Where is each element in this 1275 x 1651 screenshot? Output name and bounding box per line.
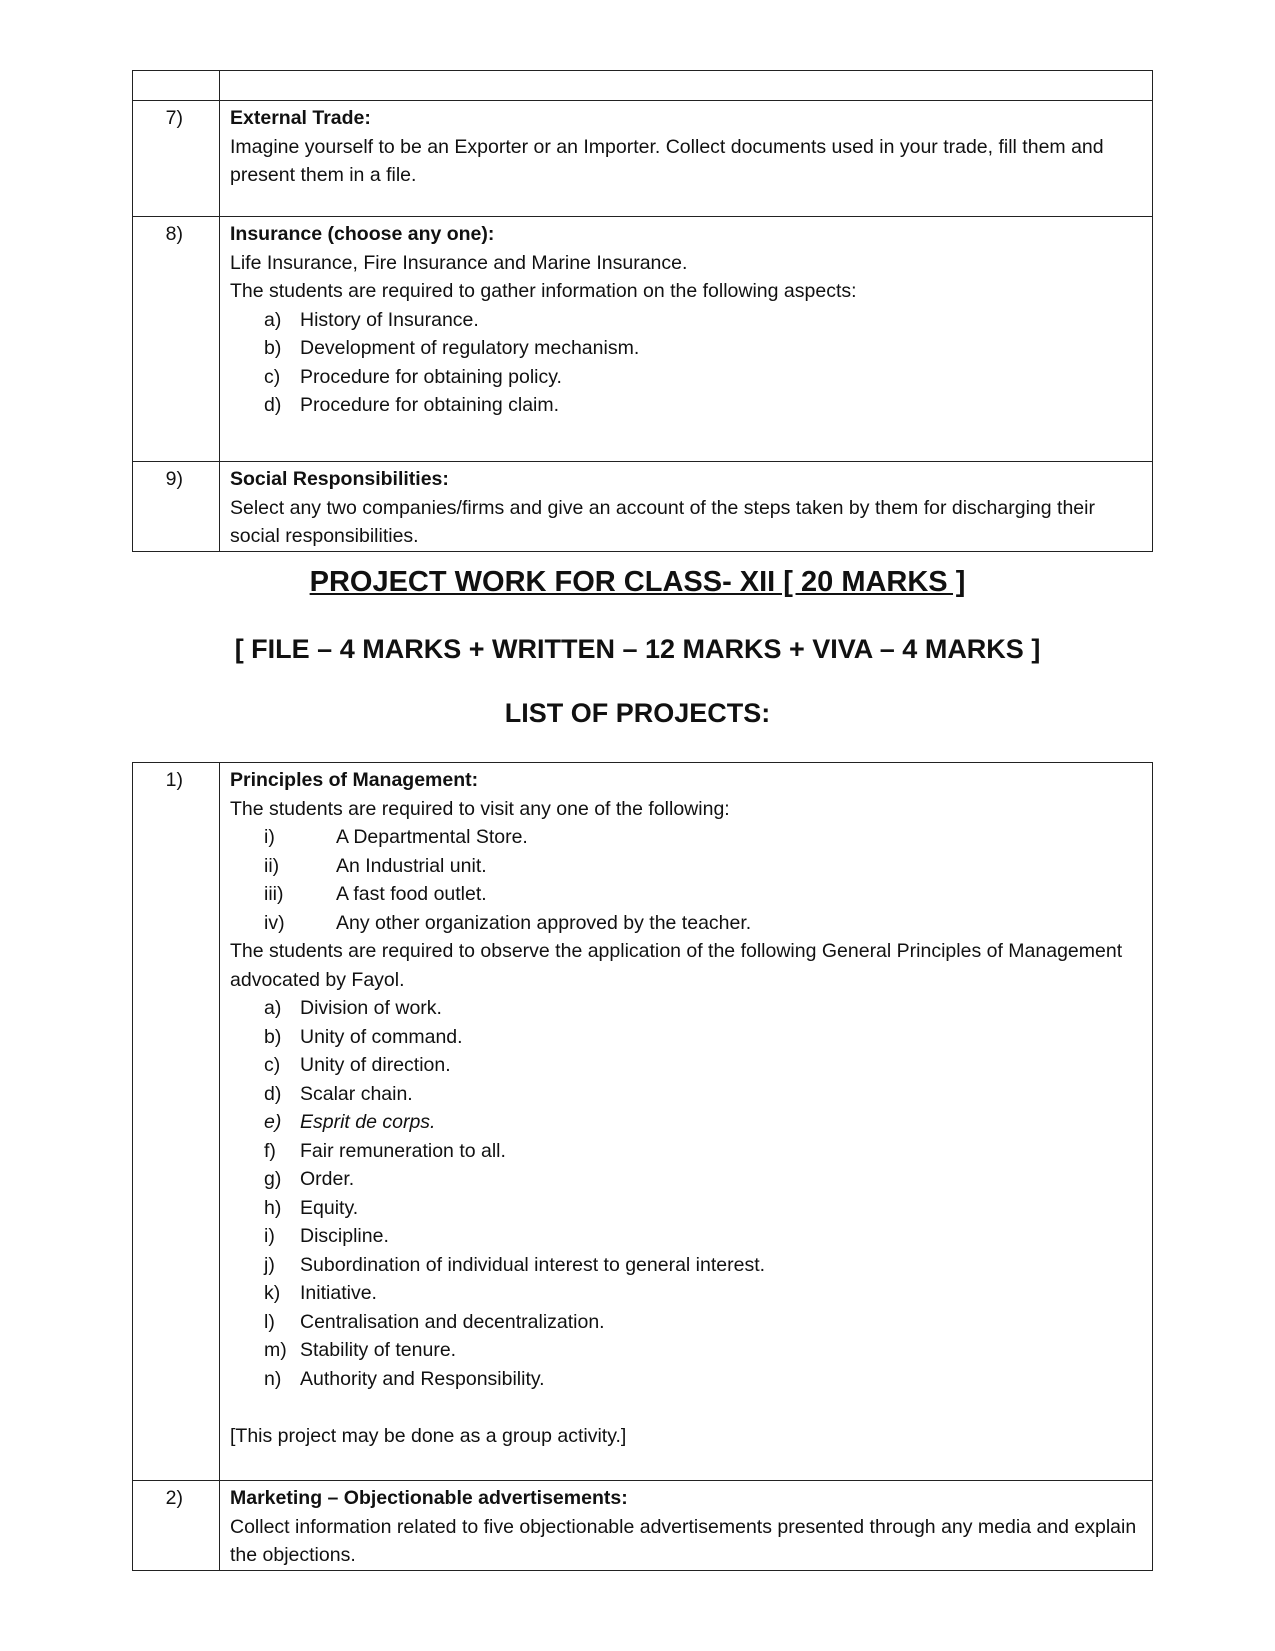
list-item-text: History of Insurance. bbox=[300, 308, 479, 331]
list-item-text: Development of regulatory mechanism. bbox=[300, 337, 640, 359]
list-marker: c) bbox=[264, 365, 281, 388]
table-row bbox=[133, 1481, 1153, 1571]
spacer bbox=[230, 1393, 1142, 1422]
principles-list bbox=[230, 994, 1142, 1393]
table-row bbox=[133, 71, 1153, 101]
list-item bbox=[230, 1222, 1142, 1251]
row-body bbox=[220, 462, 1153, 552]
list-item bbox=[230, 823, 1142, 852]
list-marker: m) bbox=[264, 1339, 287, 1361]
list-item bbox=[230, 1080, 1142, 1109]
list-item-text: Subordination of individual interest to general interest. bbox=[300, 1253, 766, 1276]
row-number: 7) bbox=[133, 101, 220, 217]
row-text: The students are required to gather information on the following aspects: bbox=[230, 280, 857, 302]
row-body bbox=[220, 1481, 1153, 1571]
row-text: The students are required to visit any one of the following: bbox=[230, 797, 730, 820]
table-row bbox=[133, 217, 1153, 462]
list-marker: d) bbox=[264, 394, 282, 416]
row-number: 1) bbox=[133, 763, 220, 1481]
row-body-empty bbox=[220, 71, 1153, 101]
list-marker: i) bbox=[264, 1225, 275, 1247]
row-body bbox=[220, 101, 1153, 217]
list-marker: e) bbox=[264, 1111, 282, 1133]
row-title: Principles of Management: bbox=[230, 769, 479, 791]
list-item bbox=[230, 1308, 1142, 1337]
list-marker: ii) bbox=[264, 854, 280, 877]
list-item-text: Procedure for obtaining policy. bbox=[300, 365, 562, 388]
list-marker: l) bbox=[264, 1310, 275, 1333]
list-item bbox=[230, 306, 1142, 335]
top-table bbox=[132, 70, 1153, 552]
list-item-text: Unity of direction. bbox=[300, 1054, 451, 1076]
list-item bbox=[230, 1279, 1142, 1308]
list-marker: h) bbox=[264, 1196, 282, 1219]
list-item bbox=[230, 1137, 1142, 1166]
row-number: 8) bbox=[133, 217, 220, 462]
list-item bbox=[230, 1194, 1142, 1223]
list-item-text: Stability of tenure. bbox=[300, 1339, 457, 1361]
aspect-list bbox=[230, 306, 1142, 420]
list-item-text: Scalar chain. bbox=[300, 1082, 413, 1105]
list-marker: a) bbox=[264, 997, 282, 1019]
places-list bbox=[230, 823, 1142, 937]
list-item bbox=[230, 909, 1142, 938]
list-item-text: Any other organization approved by the teacher. bbox=[336, 911, 752, 934]
row-text: Select any two companies/firms and give an account of the steps taken by them for discharging their social responsibilities. bbox=[230, 496, 1095, 547]
list-item-text: Equity. bbox=[300, 1196, 359, 1219]
list-item-text: An Industrial unit. bbox=[336, 854, 487, 877]
row-body bbox=[220, 763, 1153, 1481]
list-marker: b) bbox=[264, 337, 282, 359]
list-marker: i) bbox=[264, 826, 275, 848]
table-row bbox=[133, 462, 1153, 552]
group-activity-note: [This project may be done as a group activity.] bbox=[230, 1424, 627, 1447]
list-item bbox=[230, 994, 1142, 1023]
list-marker: iv) bbox=[264, 911, 285, 934]
list-item-text: Fair remuneration to all. bbox=[300, 1139, 506, 1162]
list-item-text: Discipline. bbox=[300, 1225, 389, 1247]
list-item bbox=[230, 1365, 1142, 1394]
list-marker: d) bbox=[264, 1082, 282, 1105]
row-title: Marketing – Objectionable advertisements: bbox=[230, 1487, 628, 1509]
list-item bbox=[230, 1165, 1142, 1194]
list-marker: n) bbox=[264, 1367, 282, 1390]
marks-breakdown-heading: [ FILE – 4 MARKS + WRITTEN – 12 MARKS + VIVA – 4 MARKS ] bbox=[234, 634, 1041, 664]
row-number-empty bbox=[133, 71, 220, 101]
list-item-text: Order. bbox=[300, 1168, 355, 1190]
list-marker: c) bbox=[264, 1054, 281, 1076]
list-item-text: Authority and Responsibility. bbox=[300, 1367, 545, 1390]
list-item bbox=[230, 852, 1142, 881]
row-number: 2) bbox=[133, 1481, 220, 1571]
table-row bbox=[133, 101, 1153, 217]
list-marker: b) bbox=[264, 1025, 282, 1048]
list-item-text: Centralisation and decentralization. bbox=[300, 1310, 605, 1333]
list-item-text: Unity of command. bbox=[300, 1025, 463, 1048]
list-item-text: Procedure for obtaining claim. bbox=[300, 394, 560, 416]
list-item-text: Esprit de corps. bbox=[300, 1111, 436, 1133]
row-text: Collect information related to five objectionable advertisements presented through any media and explain the objections. bbox=[230, 1515, 1137, 1566]
list-item-text: A fast food outlet. bbox=[336, 883, 487, 905]
list-item bbox=[230, 363, 1142, 392]
list-marker: iii) bbox=[264, 883, 284, 905]
list-marker: k) bbox=[264, 1282, 281, 1304]
row-title: Social Responsibilities: bbox=[230, 468, 449, 490]
projects-table bbox=[132, 762, 1153, 1571]
table-row bbox=[133, 763, 1153, 1481]
list-item bbox=[230, 1251, 1142, 1280]
list-item bbox=[230, 1051, 1142, 1080]
list-item bbox=[230, 1108, 1142, 1137]
list-marker: j) bbox=[264, 1253, 275, 1276]
row-text: Imagine yourself to be an Exporter or an Importer. Collect documents used in your trade, fill them and present them in a file. bbox=[230, 135, 1104, 186]
row-title: External Trade: bbox=[230, 107, 371, 129]
list-marker: g) bbox=[264, 1168, 282, 1190]
list-of-projects-heading: LIST OF PROJECTS: bbox=[504, 698, 771, 728]
list-marker: a) bbox=[264, 308, 282, 331]
list-item bbox=[230, 1336, 1142, 1365]
row-text: The students are required to observe the application of the following General Principles of Management advocated by Fayol. bbox=[230, 940, 1123, 991]
list-item bbox=[230, 880, 1142, 909]
list-item bbox=[230, 334, 1142, 363]
row-body bbox=[220, 217, 1153, 462]
row-text: Life Insurance, Fire Insurance and Marine Insurance. bbox=[230, 251, 688, 274]
list-item bbox=[230, 1023, 1142, 1052]
project-work-title: PROJECT WORK FOR CLASS- XII [ 20 MARKS ] bbox=[309, 566, 966, 598]
list-item bbox=[230, 391, 1142, 420]
row-number: 9) bbox=[133, 462, 220, 552]
list-item-text: A Departmental Store. bbox=[336, 826, 528, 848]
list-item-text: Division of work. bbox=[300, 997, 442, 1019]
list-item-text: Initiative. bbox=[300, 1282, 377, 1304]
list-marker: f) bbox=[264, 1139, 276, 1162]
row-title: Insurance (choose any one): bbox=[230, 223, 495, 245]
